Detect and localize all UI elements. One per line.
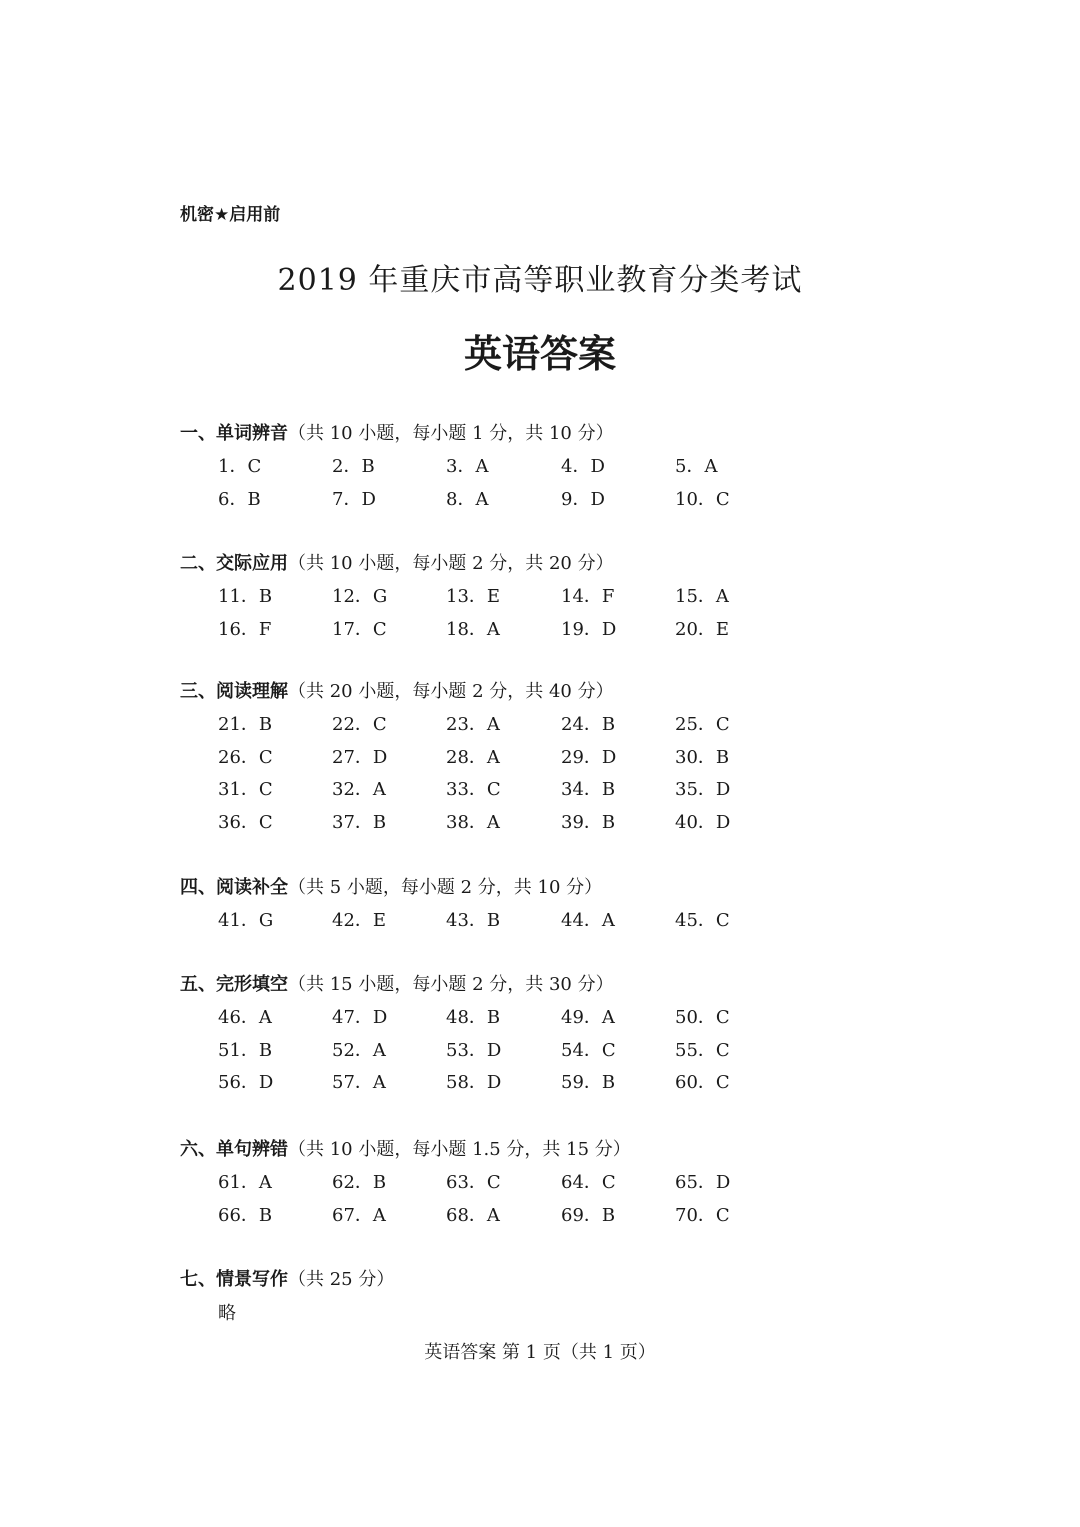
section-scoring: （共 10 小题，每小题 1.5 分，共 15 分） (288, 1139, 631, 1160)
answer-item: 54．C (561, 1039, 616, 1061)
answer-item: 66．B (218, 1204, 273, 1226)
answer-item: 9．D (561, 488, 605, 510)
answer-item: 57．A (332, 1072, 386, 1094)
answer-item: 4．D (561, 456, 605, 477)
answer-item: 39．B (561, 812, 616, 834)
answer-item: 7．D (332, 488, 376, 510)
answer-item: 18．A (446, 618, 500, 640)
answer-item: 38．A (446, 812, 500, 834)
answer-item: 36．C (218, 812, 273, 834)
section-heading (180, 555, 614, 573)
section-scoring: （共 25 分） (288, 1269, 395, 1290)
answer-item: 52．A (332, 1039, 386, 1061)
answer-item: 59．B (561, 1072, 616, 1094)
answer-item: 44．A (561, 910, 615, 931)
answer-item: 15．A (675, 586, 729, 607)
answer-item: 25．C (675, 714, 730, 735)
answer-item: 42．E (332, 910, 387, 931)
answer-item: 63．C (446, 1172, 501, 1193)
answer-item: 21．B (218, 714, 273, 735)
answer-item: 5．A (675, 456, 718, 477)
answer-item: 19．D (561, 618, 617, 640)
answer-item: 10．C (675, 488, 730, 510)
section-note: 略 (218, 1303, 236, 1324)
section-scoring: （共 20 小题，每小题 2 分，共 40 分） (288, 681, 614, 702)
answer-item: 55．C (675, 1039, 730, 1061)
answer-item: 48．B (446, 1007, 501, 1028)
answer-item: 29．D (561, 746, 617, 768)
answer-item: 50．C (675, 1007, 730, 1028)
answer-item: 23．A (446, 714, 500, 735)
answer-item: 56．D (218, 1072, 274, 1094)
answer-item: 51．B (218, 1039, 273, 1061)
answer-item: 34．B (561, 779, 616, 801)
section-title: 四、阅读补全 (180, 877, 288, 898)
answer-item: 53．D (446, 1039, 502, 1061)
answer-item: 11．B (218, 586, 273, 607)
section-scoring: （共 5 小题，每小题 2 分，共 10 分） (288, 877, 603, 898)
answer-item: 49．A (561, 1007, 615, 1028)
answer-item: 45．C (675, 910, 730, 931)
answer-item: 20．E (675, 618, 730, 640)
answer-item: 69．B (561, 1204, 616, 1226)
answer-item: 2．B (332, 456, 375, 477)
section-title: 六、单句辨错 (180, 1139, 288, 1160)
section-title: 五、完形填空 (180, 974, 288, 995)
section-heading (180, 1141, 631, 1159)
section-heading (180, 879, 602, 897)
answer-item: 8．A (446, 488, 489, 510)
section-heading (180, 976, 614, 994)
answer-item: 13．E (446, 586, 501, 607)
confidential-label: 机密★启用前 (180, 205, 281, 225)
answer-item: 17．C (332, 618, 387, 640)
answer-item: 22．C (332, 714, 387, 735)
answer-item: 67．A (332, 1204, 386, 1226)
answer-item: 40．D (675, 812, 731, 834)
section-scoring: （共 10 小题，每小题 2 分，共 20 分） (288, 553, 614, 574)
answer-item: 46．A (218, 1007, 272, 1028)
answer-item: 64．C (561, 1172, 616, 1193)
section-scoring: （共 10 小题，每小题 1 分，共 10 分） (288, 423, 614, 444)
answer-item: 24．B (561, 714, 616, 735)
section-heading (180, 425, 614, 443)
answer-item: 31．C (218, 779, 273, 801)
answer-item: 61．A (218, 1172, 272, 1193)
answer-item: 35．D (675, 779, 731, 801)
answer-item: 16．F (218, 618, 272, 640)
answer-item: 37．B (332, 812, 387, 834)
section-title: 一、单词辨音 (180, 423, 288, 444)
answer-item: 60．C (675, 1072, 730, 1094)
section-title: 三、阅读理解 (180, 681, 288, 702)
answer-item: 12．G (332, 586, 388, 607)
answer-item: 32．A (332, 779, 386, 801)
answer-item: 65．D (675, 1172, 731, 1193)
answer-item: 1．C (218, 456, 262, 477)
page-footer: 英语答案 第 1 页（共 1 页） (424, 1342, 656, 1363)
answer-item: 62．B (332, 1172, 387, 1193)
section-title: 七、情景写作 (180, 1269, 288, 1290)
answer-item: 33．C (446, 779, 501, 801)
answer-item: 14．F (561, 586, 615, 607)
answer-item: 47．D (332, 1007, 388, 1028)
answer-item: 30．B (675, 746, 730, 768)
section-heading (180, 1271, 394, 1289)
answer-item: 41．G (218, 910, 274, 931)
page-title: 英语答案 (463, 332, 616, 376)
answer-item: 3．A (446, 456, 489, 477)
answer-item: 43．B (446, 910, 501, 931)
section-heading (180, 683, 614, 701)
answer-item: 58．D (446, 1072, 502, 1094)
section-title: 二、交际应用 (180, 553, 288, 574)
answer-item: 68．A (446, 1204, 500, 1226)
exam-title: 2019 年重庆市高等职业教育分类考试 (277, 263, 803, 298)
answer-item: 27．D (332, 746, 388, 768)
answer-item: 6．B (218, 488, 261, 510)
answer-item: 70．C (675, 1204, 730, 1226)
answer-item: 28．A (446, 746, 500, 768)
answer-item: 26．C (218, 746, 273, 768)
section-scoring: （共 15 小题，每小题 2 分，共 30 分） (288, 974, 614, 995)
